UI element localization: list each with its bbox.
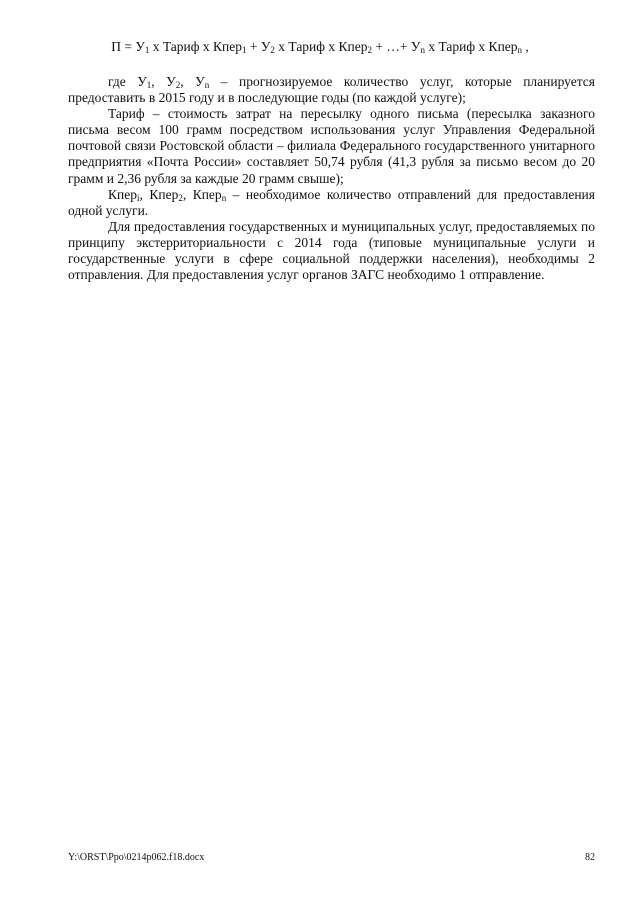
paragraph-service-quantity: где $У_1$, $У_2$, $У_n$ – прогнозируемое количество услуг, которые планируется предоставить в 2015 году и в последующие годы (по каждой услуге); (68, 74, 595, 106)
formula-subscript: 2 (270, 45, 275, 55)
formula-subscript: 1 (144, 45, 150, 55)
formula-subscript: n (517, 45, 523, 55)
formula-subscript: n (420, 45, 425, 55)
formula-subscript: 1 (241, 45, 247, 55)
paragraph-tariff: Тариф – стоимость затрат на пересылку одного письма (пересылка заказного письма весом 100 грамм посредством использования услуг Управления Федеральной почтовой связи Ростовской области – филиала Федерального государственного унитарного предприятия «Почта России» составляет 50,74 рубля (41,3 рубля за письмо весом до 20 грамм и 2,36 рубля за каждые 20 грамм свыше); (68, 106, 595, 186)
cost-formula (0, 38, 640, 56)
page-number: 82 (585, 852, 595, 863)
paragraph-extraterritorial-services: Для предоставления государственных и муниципальных услуг, предоставляемых по принципу экстерриториальности с 2014 года (типовые муниципальные услуги и государственные услуги в сфере социальной поддержки населения), необходимы 2 отправления. Для предоставления услуг органов ЗАГС необходимо 1 отправление. (68, 218, 595, 283)
formula-text: + …+ У (372, 39, 421, 54)
formula-text: х Тариф х Кпер (149, 39, 242, 54)
paragraph-shipments-count: Кпер$_i$, Кпер$_2$, Кпер$_n$ – необходимое количество отправлений для предоставления одной услуги. (68, 186, 595, 218)
formula-subscript: 2 (367, 45, 373, 55)
formula-text: х Тариф х Кпер (274, 39, 368, 54)
formula-text: х Тариф х Кпер (424, 39, 518, 54)
formula-text: , (522, 39, 529, 54)
formula-text: П = У (111, 39, 145, 54)
file-path: Y:\ORST\Ppo\0214p062.f18.docx (68, 852, 205, 863)
document-body (68, 74, 595, 283)
formula-text: + У (246, 39, 271, 54)
